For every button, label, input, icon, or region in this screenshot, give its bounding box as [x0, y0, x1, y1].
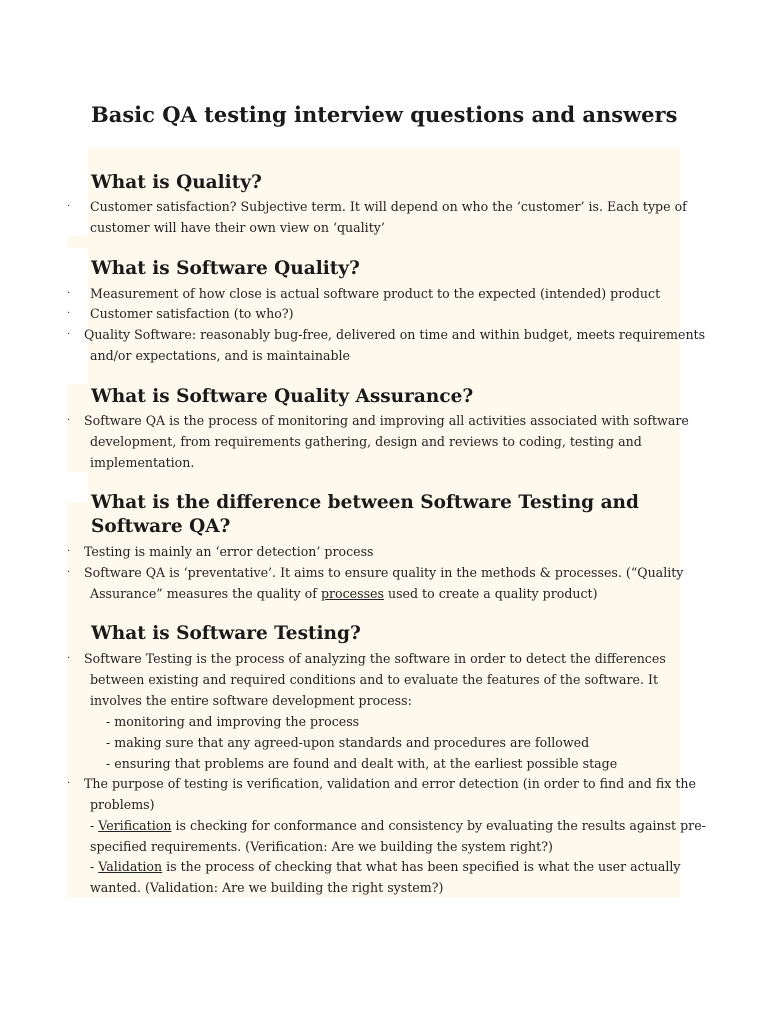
verification-definition: [90, 816, 706, 837]
section-heading-software-testing: What is Software Testing?: [91, 623, 361, 644]
sub-item-text: - monitoring and improving the process: [106, 714, 360, 729]
bullet-marker: ·: [67, 329, 71, 340]
underlined-term-processes: processes: [320, 586, 384, 601]
list-item-text: and/or expectations, and is maintainable: [90, 348, 350, 363]
bullet-marker: ·: [67, 201, 71, 212]
bullet-marker: ·: [67, 308, 71, 319]
text-run: is checking for conformance and consistency by evaluating the results against pre-: [171, 818, 706, 833]
list-item-text: Software QA is ‘preventative’. It aims to ensure quality in the methods & processes. (“Quality: [84, 565, 684, 580]
list-item-text: Quality Software: reasonably bug-free, delivered on time and within budget, meets requirements: [84, 327, 706, 342]
list-item-text: development, from requirements gathering, design and reviews to coding, testing and: [90, 434, 642, 449]
list-item-text: specified requirements. (Verification: Are we building the system right?): [90, 839, 553, 854]
text-run: -: [90, 859, 99, 874]
list-item-text: between existing and required conditions and to evaluate the features of the software. It: [90, 672, 659, 687]
section-heading-software-qa: What is Software Quality Assurance?: [91, 386, 474, 407]
list-item-text: Customer satisfaction? Subjective term. It will depend on who the ‘customer’ is. Each type of: [90, 199, 687, 214]
validation-definition: [90, 857, 681, 878]
bullet-marker: ·: [67, 546, 71, 557]
list-item-text: implementation.: [90, 455, 195, 470]
section-heading-software-quality: What is Software Quality?: [91, 258, 360, 279]
list-item-text: customer will have their own view on ‘quality’: [90, 220, 385, 235]
bullet-marker: ·: [67, 288, 71, 299]
sub-item-text: - making sure that any agreed-upon standards and procedures are followed: [106, 735, 590, 750]
sub-item-text: - ensuring that problems are found and dealt with, at the earliest possible stage: [106, 756, 618, 771]
section-heading-testing-vs-qa: Software QA?: [91, 516, 231, 537]
text-run: Assurance” measures the quality of: [90, 586, 321, 601]
underlined-term-verification: Verification: [98, 818, 172, 833]
list-item-text: Customer satisfaction (to who?): [90, 306, 294, 321]
list-item-text: wanted. (Validation: Are we building the right system?): [90, 880, 444, 895]
page-title: Basic QA testing interview questions and answers: [91, 102, 678, 127]
text-run: -: [90, 818, 99, 833]
list-item-text: problems): [90, 797, 155, 812]
list-item-text: involves the entire software development process:: [90, 693, 412, 708]
bullet-marker: ·: [67, 415, 71, 426]
bullet-marker: ·: [67, 567, 71, 578]
text-run: used to create a quality product): [383, 586, 598, 601]
underlined-term-validation: Validation: [98, 859, 163, 874]
list-item-text: Measurement of how close is actual software product to the expected (intended) product: [90, 286, 661, 301]
list-item-text: Testing is mainly an ‘error detection’ process: [84, 544, 374, 559]
bullet-marker: ·: [67, 778, 71, 789]
list-item-text: Software Testing is the process of analyzing the software in order to detect the differences: [84, 651, 666, 666]
list-item-text: [90, 584, 598, 605]
text-run: is the process of checking that what has been specified is what the user actually: [162, 859, 681, 874]
list-item-text: The purpose of testing is verification, validation and error detection (in order to find and fix the: [84, 776, 696, 791]
section-heading-testing-vs-qa: What is the difference between Software Testing and: [91, 492, 639, 513]
section-heading-quality: What is Quality?: [91, 172, 262, 193]
list-item-text: Software QA is the process of monitoring and improving all activities associated with software: [84, 413, 689, 428]
bullet-marker: ·: [67, 653, 71, 664]
